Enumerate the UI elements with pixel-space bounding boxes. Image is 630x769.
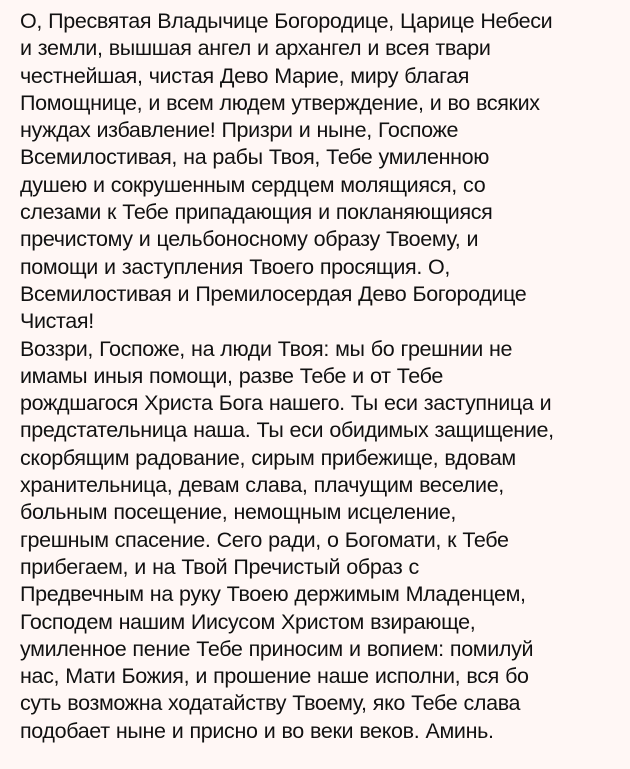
text-line: нуждах избавление! Призри и ныне, Госпоже	[20, 118, 459, 143]
text-line: и земли, вышшая ангел и архангел и всея твари	[20, 36, 491, 61]
text-line: подобает ныне и присно и во веки веков. Аминь.	[20, 718, 494, 743]
text-line: скорбящим радование, сирым прибежище, вдовам	[20, 445, 516, 470]
text-line: рождшагося Христа Бога нашего. Ты еси заступница и	[20, 391, 552, 416]
text-line: помощи и заступления Твоего просящия. О,	[20, 254, 451, 279]
text-line: Господем нашим Иисусом Христом взирающе,	[20, 609, 476, 634]
text-line: душею и сокрушенным сердцем молящияся, со	[20, 172, 486, 197]
text-line: хранительница, девам слава, плачущим веселие,	[20, 473, 504, 498]
text-line: слезами к Тебе припадающия и покланяющияся	[20, 200, 493, 225]
text-line: Воззри, Госпоже, на люди Твоя: мы бо грешнии не	[20, 336, 513, 361]
text-line: Всемилостивая и Премилосердая Дево Богородице	[20, 281, 527, 306]
text-line: честнейшая, чистая Дево Марие, миру благая	[20, 63, 469, 88]
text-line: суть возможна ходатайству Твоему, яко Тебе слава	[20, 691, 521, 716]
text-line: умиленное пение Тебе приносим и вопием: помилуй	[20, 636, 534, 661]
text-line: больным посещение, немощным исцеление,	[20, 500, 457, 525]
text-line: пречистому и цельбоносному образу Твоему, и	[20, 227, 479, 252]
text-line: прибегаем, и на Твой Пречистый образ с	[20, 554, 419, 579]
text-line: Чистая!	[20, 309, 94, 334]
text-line: грешным спасение. Сего ради, о Богомати, к Тебе	[20, 527, 509, 552]
text-line: предстательница наша. Ты еси обидимых защищение,	[20, 418, 554, 443]
text-line: имамы иныя помощи, разве Тебе и от Тебе	[20, 363, 443, 388]
text-line: Помощнице, и всем людем утверждение, и во всяких	[20, 90, 540, 115]
text-line: Всемилостивая, на рабы Твоя, Тебе умиленною	[20, 145, 490, 170]
prayer-text-block	[20, 8, 620, 745]
text-line: нас, Мати Божия, и прошение наше исполни, вся бо	[20, 664, 529, 689]
text-line: О, Пресвятая Владычице Богородице, Царице Небеси	[20, 9, 553, 33]
text-line: Предвечным на руку Твоею держимым Младенцем,	[20, 582, 526, 607]
